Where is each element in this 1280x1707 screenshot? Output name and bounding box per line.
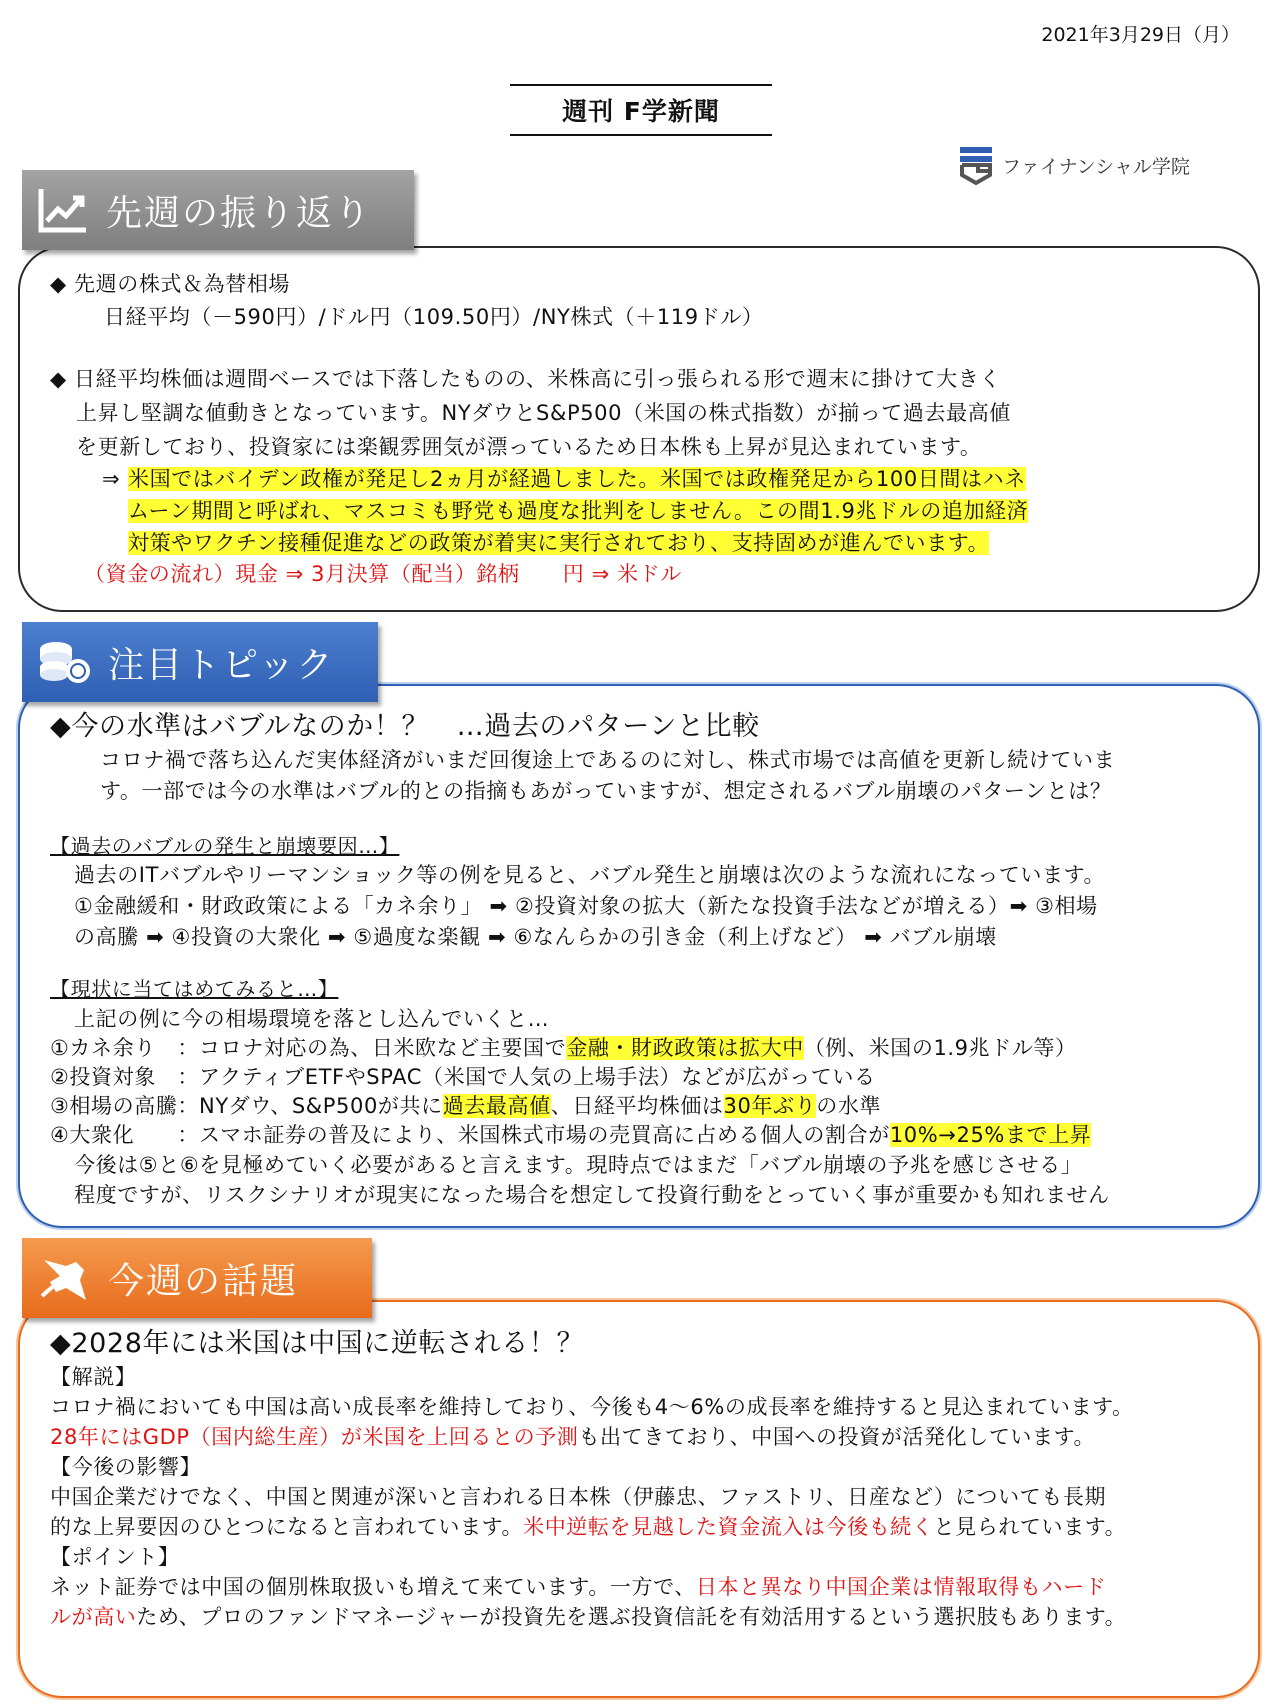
- china-heading: ◆2028年には米国は中国に逆転される！？: [50, 1328, 585, 1359]
- past-bubble-line-3: の高騰 ➡ ④投資の大衆化 ➡ ⑤過度な楽観 ➡ ⑥なんらかの引き金（利上げなど） ➡ バブル崩壊: [74, 925, 997, 949]
- market-values: 日経平均（－590円）/ドル円（109.50円）/NY株式（＋119ドル）: [104, 305, 764, 329]
- highlight-text: 米国ではバイデン政権が発足し2ヵ月が経過しました。米国では政権発足から100日間はハネ: [128, 467, 1026, 491]
- impact-line-1: 中国企業だけでなく、中国と関連が深いと言われる日本株（伊藤忠、ファストリ、日産など）についても長期: [50, 1485, 1107, 1509]
- impact-label: 【今後の影響】: [50, 1455, 202, 1479]
- arrow-mark: ⇒: [102, 467, 121, 491]
- bubble-intro-line-2: す。一部では今の水準はバブル的との指摘もあがっていますが、想定されるバブル崩壊のパターンとは？: [100, 779, 1112, 803]
- weekly-review-header: [22, 170, 414, 250]
- this-week-topic-title: 今週の話題: [108, 1260, 299, 1302]
- highlight-text: 金融・財政政策は拡大中: [566, 1036, 804, 1060]
- highlight-text: 30年ぶり: [723, 1094, 817, 1118]
- explanation-line-2: 28年にはGDP（国内総生産）が米国を上回るとの予測も出てきており、中国への投資が活発化しています。: [50, 1425, 1096, 1449]
- highlight-text: 対策やワクチン接種促進などの政策が着実に実行されており、支持固めが進んでいます。: [128, 531, 990, 555]
- past-bubble-line-2: ①金融緩和・財政政策による「カネ余り」 ➡ ②投資対象の拡大（新たな投資手法などが増える）➡ ③相場: [74, 894, 1098, 918]
- past-bubble-line-1: 過去のITバブルやリーマンショック等の例を見ると、バブル発生と崩壊は次のような流れになっています。: [74, 863, 1106, 887]
- brand-logo-icon: [958, 145, 994, 185]
- bubble-intro-line-1: コロナ禍で落ち込んだ実体経済がいまだ回復途上であるのに対し、株式市場では高値を更新し続けていま: [100, 748, 1116, 772]
- featured-topic-header: [22, 622, 378, 702]
- money-flow: （資金の流れ）現金 ⇒ 3月決算（配当）銘柄 円 ⇒ 米ドル: [84, 562, 682, 586]
- point-label: 【ポイント】: [50, 1545, 180, 1569]
- review-para-line-2: 上昇し堅調な値動きとなっています。NYダウとS&P500（米国の株式指数）が揃って過去最高値: [76, 401, 1011, 425]
- weekly-review-title: 先週の振り返り: [106, 192, 373, 234]
- highlight-line-2: [128, 496, 1028, 527]
- explanation-line-1: コロナ禍においても中国は高い成長率を維持しており、今後も4～6%の成長率を維持すると見込まれています。: [50, 1395, 1134, 1419]
- current-state-intro: 上記の例に今の相場環境を落とし込んでいくと…: [74, 1007, 550, 1031]
- current-item-1: ①カネ余り ：コロナ対応の為、日米欧など主要国で金融・財政政策は拡大中（例、米国の1.9兆ドル等）: [50, 1036, 1077, 1060]
- current-state-subheading: 【現状に当てはめてみると…】: [50, 977, 339, 1001]
- highlight-text: 10%→25%まで上昇: [889, 1123, 1092, 1147]
- past-bubble-subheading: 【過去のバブルの発生と崩壊要因…】: [50, 834, 400, 858]
- highlight-text: 過去最高値: [442, 1094, 551, 1118]
- newsletter-title: 週刊 F学新聞: [510, 84, 772, 136]
- closing-line-1: 今後は⑤と⑥を見極めていく必要があると言えます。現時点ではまだ「バブル崩壊の予兆を感じさせる」: [74, 1153, 1083, 1177]
- issue-date: 2021年3月29日（月）: [1041, 24, 1240, 46]
- review-para-line-3: を更新しており、投資家には楽観雰囲気が漂っているため日本株も上昇が見込まれています。: [76, 435, 982, 459]
- highlight-line-3: [128, 528, 989, 559]
- bubble-heading: ◆今の水準はバブルなのか！？ …過去のパターンと比較: [50, 711, 760, 742]
- current-item-4: ④大衆化 ：スマホ証券の普及により、米国株式市場の売買高に占める個人の割合が10%→25%まで上昇: [50, 1123, 1092, 1147]
- highlight-line-1: [128, 464, 1026, 495]
- point-line-2: ルが高いため、プロのファンドマネージャーが投資先を選ぶ投資信託を有効活用するという選択肢もあります。: [50, 1605, 1127, 1629]
- brand: [958, 145, 1190, 185]
- featured-topic-title: 注目トピック: [108, 644, 335, 686]
- current-item-3: ③相場の高騰：NYダウ、S&P500が共に過去最高値、日経平均株価は30年ぶりの水準: [50, 1094, 882, 1118]
- closing-line-2: 程度ですが、リスクシナリオが現実になった場合を想定して投資行動をとっていく事が重要かも知れません: [74, 1183, 1110, 1207]
- point-line-1: ネット証券では中国の個別株取扱いも増えて来ています。一方で、日本と異なり中国企業は情報取得もハード: [50, 1575, 1107, 1599]
- emphasis-text: 28年にはGDP（国内総生産）が米国を上回るとの予測: [50, 1425, 579, 1449]
- explanation-label: 【解説】: [50, 1365, 137, 1389]
- pushpin-icon: [36, 1252, 92, 1304]
- emphasis-text: ルが高い: [50, 1605, 137, 1629]
- brand-name: ファイナンシャル学院: [1002, 155, 1190, 178]
- current-item-2: ②投資対象 ：アクティブETFやSPAC（米国で人気の上場手法）などが広がっている: [50, 1065, 876, 1089]
- trend-chart-icon: [36, 185, 90, 235]
- coins-icon: [36, 637, 92, 687]
- impact-line-2: 的な上昇要因のひとつになると言われています。米中逆転を見越した資金流入は今後も続くと見られています。: [50, 1515, 1127, 1539]
- review-para-line-1: ◆ 日経平均株価は週間ベースでは下落したものの、米株高に引っ張られる形で週末に掛けて大きく: [50, 367, 1001, 391]
- emphasis-text: 米中逆転を見越した資金流入は今後も続く: [523, 1515, 934, 1539]
- emphasis-text: 日本と異なり中国企業は情報取得もハード: [695, 1575, 1107, 1599]
- market-heading: ◆ 先週の株式＆為替相場: [50, 272, 291, 296]
- this-week-topic-header: [22, 1238, 372, 1318]
- highlight-text: ムーン期間と呼ばれ、マスコミも野党も過度な批判をしません。この間1.9兆ドルの追加経済: [128, 499, 1029, 523]
